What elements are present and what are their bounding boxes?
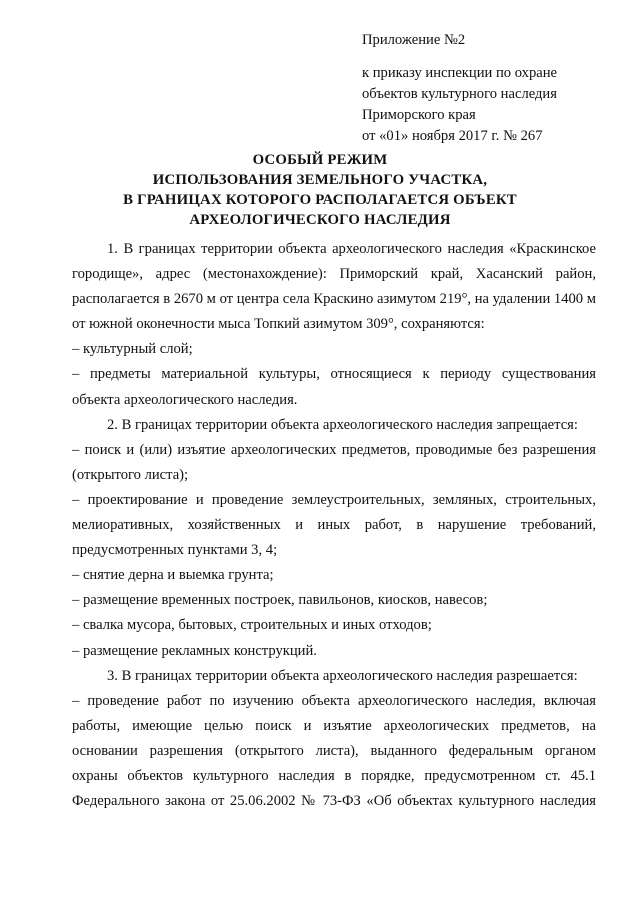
list-item: – предметы материальной культуры, относящиеся к периоду существования объекта археологического наследия. [72,366,596,408]
appendix-line: от «01» ноября 2017 г. № 267 [362,128,543,144]
title-line: АРХЕОЛОГИЧЕСКОГО НАСЛЕДИЯ [189,212,451,228]
paragraph-1: 1. В границах территории объекта археологического наследия «Краскинское городище», адрес (местонахождение): Приморский край, Хасанский район, располагается в 2670 м от центра села Краскино азимутом 219°, на удалении 1400 м от южной оконечности мыса Топкий азимутом 309°, сохраняются: [72,241,596,333]
list-item: – свалка мусора, бытовых, строительных и иных отходов; [72,617,432,634]
appendix-line: к приказу инспекции по охране [362,65,558,81]
list-item: – проектирование и проведение землеустроительных, земляных, строительных, мелиоративных, хозяйственных и иных работ, в нарушение требований, предусмотренных пунктами 3, 4; [72,491,596,559]
list-item: – поиск и (или) изъятие археологических предметов, проводимые без разрешения (открытого листа); [72,441,596,483]
appendix-line: Приморского края [362,107,476,123]
document-body [72,237,596,814]
list-item: – снятие дерна и выемка грунта; [72,567,274,584]
title-line: ОСОБЫЙ РЕЖИМ [252,152,388,168]
paragraph-2: 2. В границах территории объекта археологического наследия запрещается: [107,416,578,433]
document-title [60,150,580,230]
title-line: В ГРАНИЦАХ КОТОРОГО РАСПОЛАГАЕТСЯ ОБЪЕКТ [123,192,517,208]
list-item: – размещение рекламных конструкций. [72,642,317,659]
appendix-line: объектов культурного наследия [362,86,557,102]
paragraph-3: 3. В границах территории объекта археологического наследия разрешается: [107,667,578,684]
appendix-title: Приложение №2 [362,32,466,48]
appendix-block [362,30,557,147]
list-item: – культурный слой; [72,341,193,358]
list-item: – проведение работ по изучению объекта археологического наследия, включая работы, имеющие целью поиск и изъятие археологических предметов, на основании разрешения (открытого листа), выданного федеральным органом охраны объектов культурного наследия в порядке, предусмотренном ст. 45.1 Федерального закона от 25.06.2002 № 73-ФЗ «Об объектах культурного наследия [72,692,596,810]
title-line: ИСПОЛЬЗОВАНИЯ ЗЕМЕЛЬНОГО УЧАСТКА, [152,172,488,188]
list-item: – размещение временных построек, павильонов, киосков, навесов; [72,592,488,609]
